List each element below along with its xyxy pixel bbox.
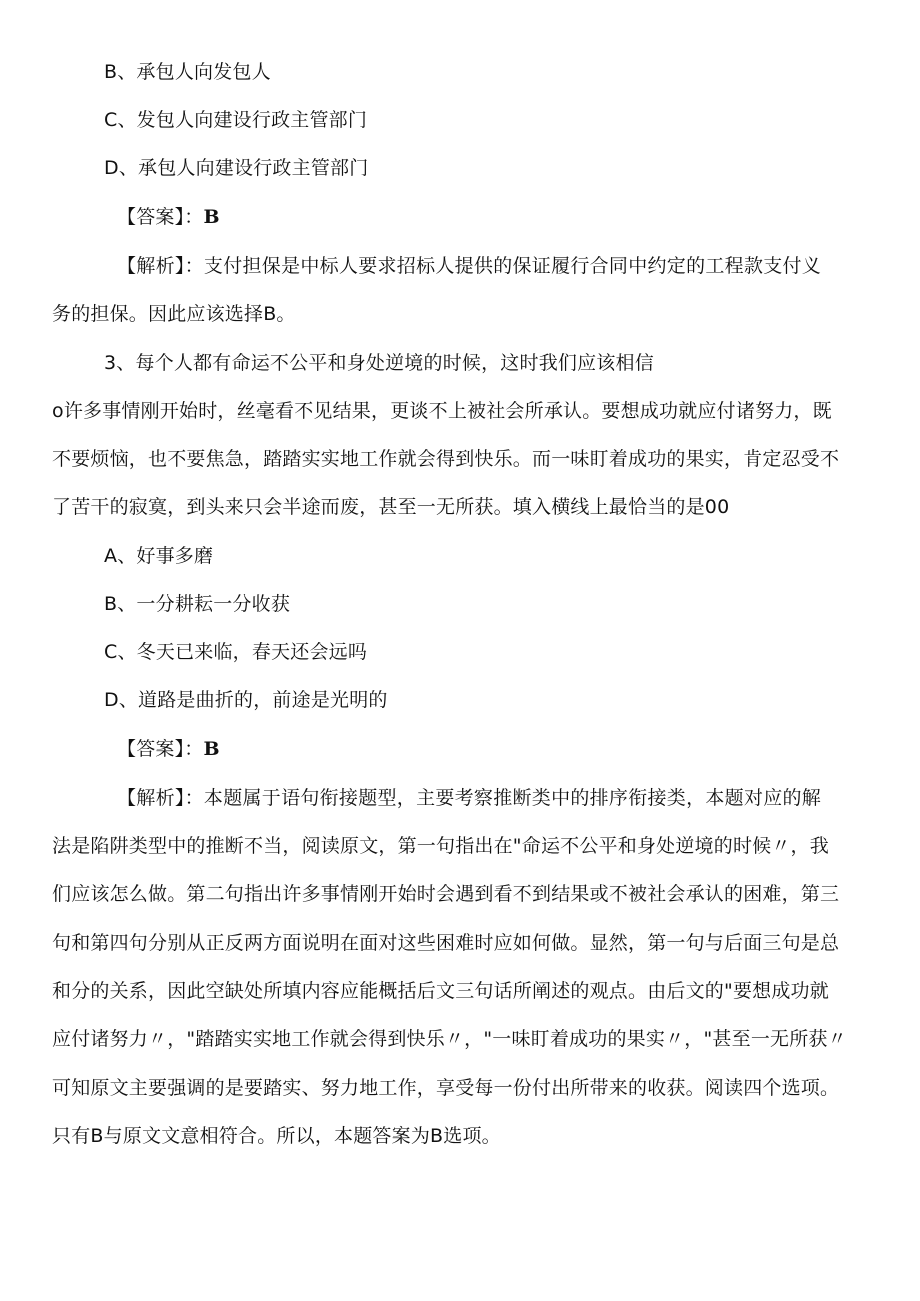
q3-stem-line-2: o许多事情刚开始时，丝毫看不见结果，更谈不上被社会所承认。要想成功就应付诸努力，既 xyxy=(52,400,832,422)
q2-analysis-line-2: 务的担保。因此应该选择B。 xyxy=(52,303,296,325)
q2-option-b: B、承包人向发包人 xyxy=(104,61,271,83)
q3-analysis-line-6: 应付诸努力〃，"踏踏实实地工作就会得到快乐〃，"一味盯着成功的果实〃，"甚至一无所获〃 xyxy=(52,1028,847,1050)
q3-analysis-line-2: 法是陷阱类型中的推断不当，阅读原文，第一句指出在"命运不公平和身处逆境的时候〃，我 xyxy=(52,835,829,857)
q3-stem-line-3: 不要烦恼，也不要焦急，踏踏实实地工作就会得到快乐。而一味盯着成功的果实，肯定忍受不 xyxy=(52,448,840,470)
q3-stem-line-4: 了苦干的寂寞，到头来只会半途而废，甚至一无所获。填入横线上最恰当的是00 xyxy=(52,496,730,518)
q3-option-b: B、一分耕耘一分收获 xyxy=(104,593,291,615)
q3-analysis-line-1: 【解析】：本题属于语句衔接题型，主要考察推断类中的排序衔接类，本题对应的解 xyxy=(117,787,821,809)
q2-option-d: D、承包人向建设行政主管部门 xyxy=(104,157,369,179)
q3-option-d: D、道路是曲折的，前途是光明的 xyxy=(104,689,388,711)
q2-option-c: C、发包人向建设行政主管部门 xyxy=(104,109,368,131)
q3-answer xyxy=(117,736,220,762)
q2-answer-label: 【答案】： xyxy=(117,206,204,228)
q3-analysis-line-3: 们应该怎么做。第二句指出许多事情刚开始时会遇到看不到结果或不被社会承认的困难，第三 xyxy=(52,883,840,905)
q3-answer-label: 【答案】： xyxy=(117,738,204,760)
q3-option-a: A、好事多磨 xyxy=(104,545,214,567)
q3-option-c: C、冬天已来临，春天还会远吗 xyxy=(104,641,368,663)
q3-analysis-line-8: 只有B与原文文意相符合。所以，本题答案为B选项。 xyxy=(52,1125,501,1147)
q2-answer xyxy=(117,204,220,230)
q3-analysis-line-4: 句和第四句分别从正反两方面说明在面对这些困难时应如何做。显然，第一句与后面三句是总 xyxy=(52,932,840,954)
q2-analysis-line-1: 【解析】：支付担保是中标人要求招标人提供的保证履行合同中约定的工程款支付义 xyxy=(117,255,821,277)
q3-answer-value: B xyxy=(203,738,220,760)
q2-answer-value: B xyxy=(203,206,220,228)
q3-analysis-line-5: 和分的关系，因此空缺处所填内容应能概括后文三句话所阐述的观点。由后文的"要想成功就 xyxy=(52,980,829,1002)
q3-stem-line-1: 3、每个人都有命运不公平和身处逆境的时候，这时我们应该相信 xyxy=(104,352,654,374)
q3-analysis-line-7: 可知原文主要强调的是要踏实、努力地工作，享受每一份付出所带来的收获。阅读四个选项。 xyxy=(52,1077,840,1099)
